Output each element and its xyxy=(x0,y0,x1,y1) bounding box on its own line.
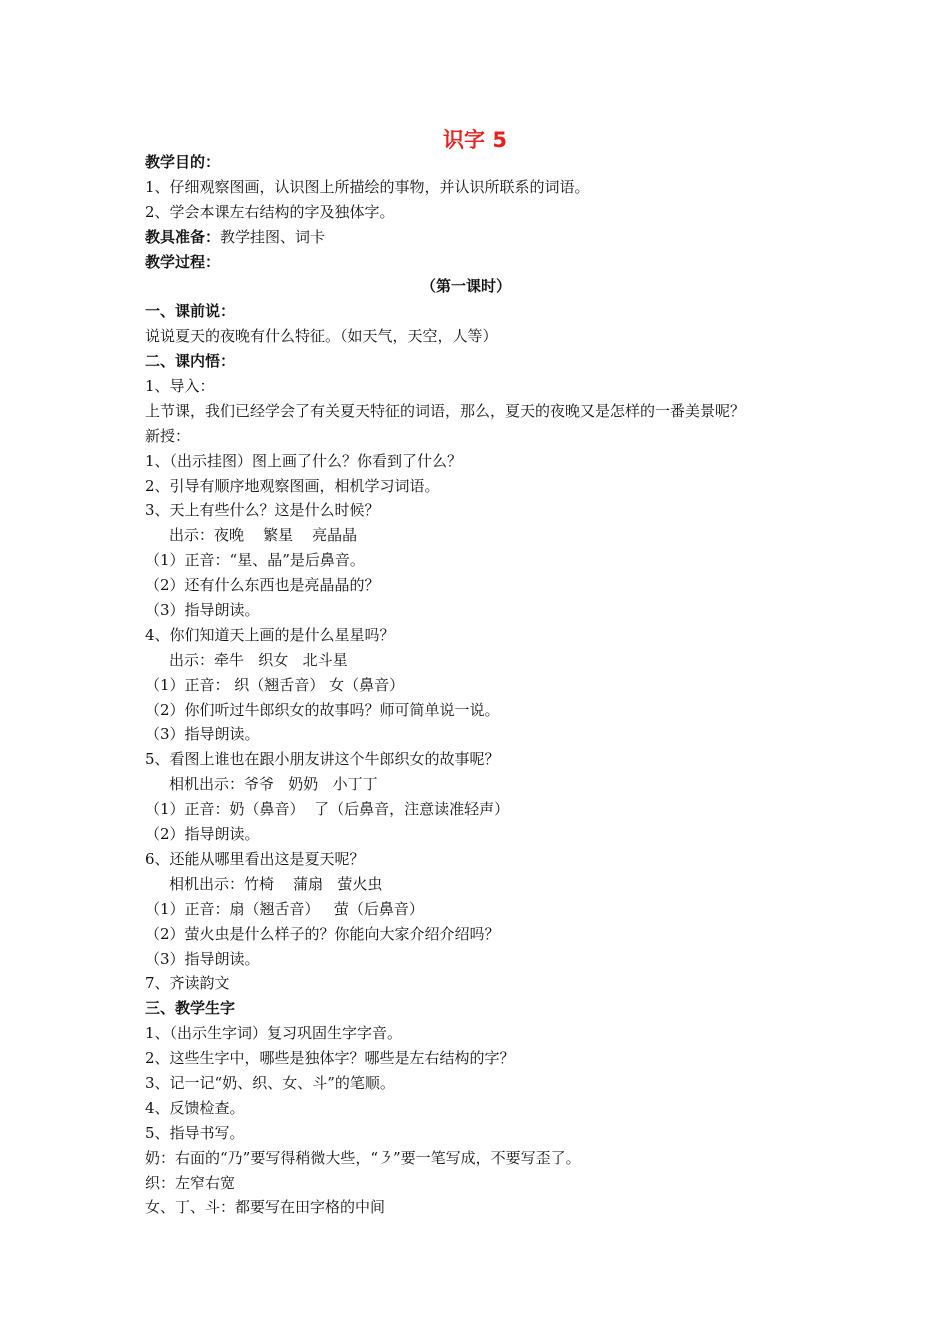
sub-item: （1）正音：奶（鼻音） 了（后鼻音，注意读准轻声） xyxy=(145,800,510,819)
list-item: 1、（出示生字词）复习巩固生字字音。 xyxy=(145,1024,403,1043)
list-item: 6、还能从哪里看出这是夏天呢？ xyxy=(145,849,365,868)
vocab-display: 出示：夜晚 繁星 亮晶晶 xyxy=(169,526,358,545)
heading-materials: 教具准备： xyxy=(145,227,221,246)
sub-item: （3）指导朗读。 xyxy=(145,725,260,744)
page-title: 识字 5 xyxy=(443,128,507,152)
paragraph: 上节课，我们已经学会了有关夏天特征的词语，那么，夏天的夜晚又是怎样的一番美景呢？ xyxy=(145,401,746,420)
section-heading: 二、课内悟： xyxy=(145,352,236,371)
writing-note: 女、丁、斗：都要写在田字格的中间 xyxy=(145,1198,386,1217)
lesson-period-label: （第一课时） xyxy=(420,277,511,296)
section-heading: 三、教学生字 xyxy=(145,999,236,1018)
section-heading: 一、课前说： xyxy=(145,302,236,321)
sub-item: （1）正音：扇（翘舌音） 萤（后鼻音） xyxy=(145,899,424,918)
list-item: 7、齐读韵文 xyxy=(145,974,230,993)
list-item: 2、这些生字中，哪些是独体字？哪些是左右结构的字？ xyxy=(145,1049,515,1068)
list-item: 5、指导书写。 xyxy=(145,1123,245,1142)
list-item: 3、天上有些什么？这是什么时候？ xyxy=(145,501,380,520)
list-item: 5、看图上谁也在跟小朋友讲这个牛郎织女的故事呢？ xyxy=(145,750,500,769)
vocab-display: 相机出示：竹椅 蒲扇 萤火虫 xyxy=(169,874,383,893)
paragraph: 新授： xyxy=(145,426,191,445)
objective-item: 2、学会本课左右结构的字及独体字。 xyxy=(145,202,395,221)
list-item: 1、（出示挂图）图上画了什么？你看到了什么？ xyxy=(145,451,463,470)
sub-item: （1）正音：“星、晶”是后鼻音。 xyxy=(145,551,365,570)
sub-item: （2）还有什么东西也是亮晶晶的？ xyxy=(145,576,380,595)
heading-process: 教学过程： xyxy=(145,252,221,271)
list-item: 4、反馈检查。 xyxy=(145,1098,245,1117)
document-body xyxy=(145,150,845,1220)
paragraph: 说说夏天的夜晚有什么特征。（如天气，天空，人等） xyxy=(145,327,498,346)
list-item: 4、你们知道天上画的是什么星星吗？ xyxy=(145,625,395,644)
list-item: 3、记一记“奶、织、女、斗”的笔顺。 xyxy=(145,1073,395,1092)
vocab-display: 出示：牵牛 织女 北斗星 xyxy=(169,650,348,669)
sub-item: （2）你们听过牛郎织女的故事吗？师可简单说一说。 xyxy=(145,700,500,719)
materials-text: 教学挂图、词卡 xyxy=(220,227,326,246)
sub-item: （2）指导朗读。 xyxy=(145,825,260,844)
vocab-display: 相机出示：爷爷 奶奶 小丁丁 xyxy=(169,775,378,794)
heading-objectives: 教学目的： xyxy=(145,153,221,171)
sub-item: （3）指导朗读。 xyxy=(145,949,260,968)
sub-item: （2）萤火虫是什么样子的？你能向大家介绍介绍吗？ xyxy=(145,924,500,943)
materials-line xyxy=(145,225,845,250)
list-item: 2、引导有顺序地观察图画，相机学习词语。 xyxy=(145,476,440,495)
writing-note: 奶：右面的“乃”要写得稍微大些，“㇋”要一笔写成，不要写歪了。 xyxy=(145,1148,581,1167)
objective-item: 1、仔细观察图画，认识图上所描绘的事物，并认识所联系的词语。 xyxy=(145,177,590,196)
list-item: 1、导入： xyxy=(145,377,215,396)
writing-note: 织：左窄右宽 xyxy=(145,1173,236,1192)
sub-item: （1）正音： 织（翘舌音） 女（鼻音） xyxy=(145,675,405,694)
sub-item: （3）指导朗读。 xyxy=(145,601,260,620)
